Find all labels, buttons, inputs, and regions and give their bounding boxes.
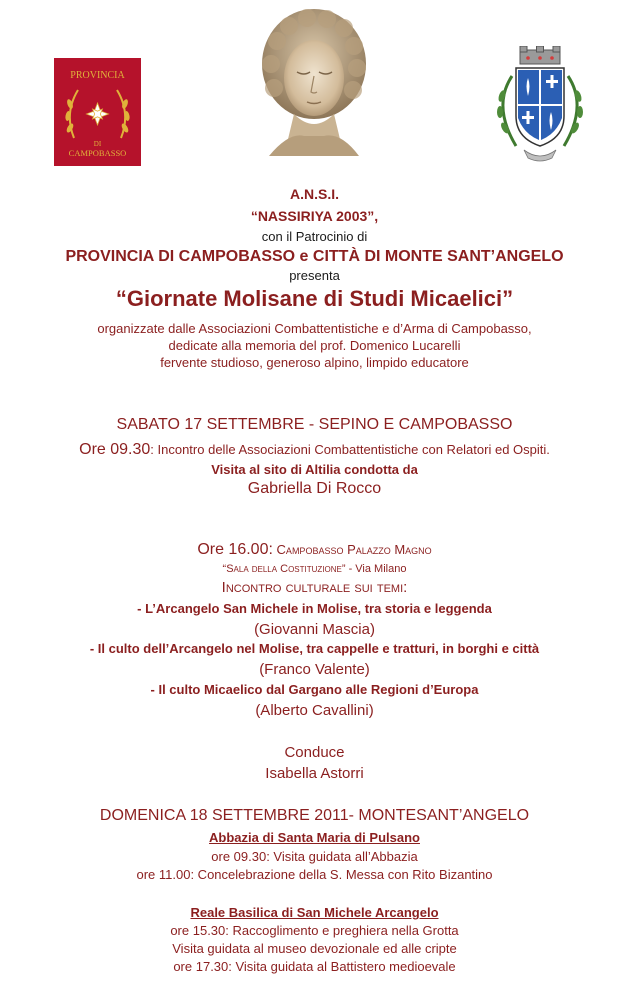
saturday-morning-text: : Incontro delle Associazioni Combattentistiche con Relatori ed Ospiti. — [150, 442, 550, 457]
talk-1-speaker: (Giovanni Mascia) — [254, 621, 375, 638]
sunday-heading: DOMENICA 18 SETTEMBRE 2011- MONTESANT’ANGELO — [99, 807, 530, 824]
talk-1-title: - L’Arcangelo San Michele in Molise, tra storia e leggenda — [137, 601, 492, 616]
dedication-text: dedicate alla memoria del prof. Domenico Lucarelli — [168, 338, 461, 353]
saturday-hall-name: “Sala della Costituzione” — [222, 563, 346, 575]
event-title: “Giornate Molisane di Studi Micaelici” — [115, 286, 514, 311]
organization-name: A.N.S.I. — [289, 186, 339, 202]
coat-of-arms-image — [490, 46, 590, 164]
talk-3-speaker: (Alberto Cavallini) — [255, 702, 374, 719]
epithet-text: fervente studioso, generoso alpino, limpido educatore — [160, 355, 469, 370]
saturday-hall-street: - Via Milano — [345, 563, 407, 575]
saturday-morning-line — [0, 441, 629, 459]
abbey-item-1: ore 09.30: Visita guidata all’Abbazia — [211, 849, 418, 864]
basilica-title: Reale Basilica di San Michele Arcangelo — [190, 905, 439, 920]
angel-sculpture-image — [249, 6, 379, 158]
provincia-logo-top-text: PROVINCIA — [70, 70, 125, 81]
patronage-text: con il Patrocinio di — [261, 229, 368, 244]
saturday-afternoon-time: Ore 16.00: — [197, 541, 273, 558]
saturday-hall-line — [0, 563, 629, 575]
provincia-logo-bottom-text: CAMPOBASSO — [68, 148, 127, 158]
abbey-item-2: ore 11.00: Concelebrazione della S. Messa con Rito Bizantino — [136, 867, 493, 882]
basilica-item-1: ore 15.30: Raccoglimento e preghiera nella Grotta — [170, 923, 459, 938]
basilica-item-2: Visita guidata al museo devozionale ed alle cripte — [172, 941, 457, 956]
organized-by-text: organizzate dalle Associazioni Combattentistiche e d’Arma di Campobasso, — [97, 321, 532, 336]
saturday-morning-time: Ore 09.30 — [79, 441, 151, 458]
altilia-visit-text: Visita al sito di Altilia condotta da — [211, 462, 418, 477]
host-name: Isabella Astorri — [265, 765, 364, 782]
provincia-campobasso-logo — [54, 58, 141, 166]
saturday-afternoon-line — [0, 541, 629, 559]
talk-2-title: - Il culto dell’Arcangelo nel Molise, tra cappelle e tratturi, in borghi e città — [89, 641, 540, 656]
talk-3-title: - Il culto Micaelico dal Gargano alle Regioni d’Europa — [150, 682, 479, 697]
presents-text: presenta — [289, 268, 340, 283]
talk-2-speaker: (Franco Valente) — [259, 661, 370, 678]
saturday-heading: SABATO 17 SETTEMBRE - SEPINO E CAMPOBASSO — [116, 416, 513, 433]
patrons-text: PROVINCIA DI CAMPOBASSO e CITTÀ DI MONTE SANT’ANGELO — [65, 248, 564, 265]
basilica-item-3: ore 17.30: Visita guidata al Battistero medioevale — [173, 959, 456, 974]
provincia-logo-di-text: DI — [93, 140, 102, 148]
abbey-title: Abbazia di Santa Maria di Pulsano — [209, 830, 420, 845]
altilia-guide-name: Gabriella Di Rocco — [247, 480, 382, 497]
themes-heading: Incontro culturale sui temi: — [221, 579, 408, 596]
saturday-afternoon-place: Campobasso Palazzo Magno — [276, 542, 432, 557]
host-label: Conduce — [284, 744, 345, 761]
organization-section: “NASSIRIYA 2003”, — [250, 208, 379, 224]
